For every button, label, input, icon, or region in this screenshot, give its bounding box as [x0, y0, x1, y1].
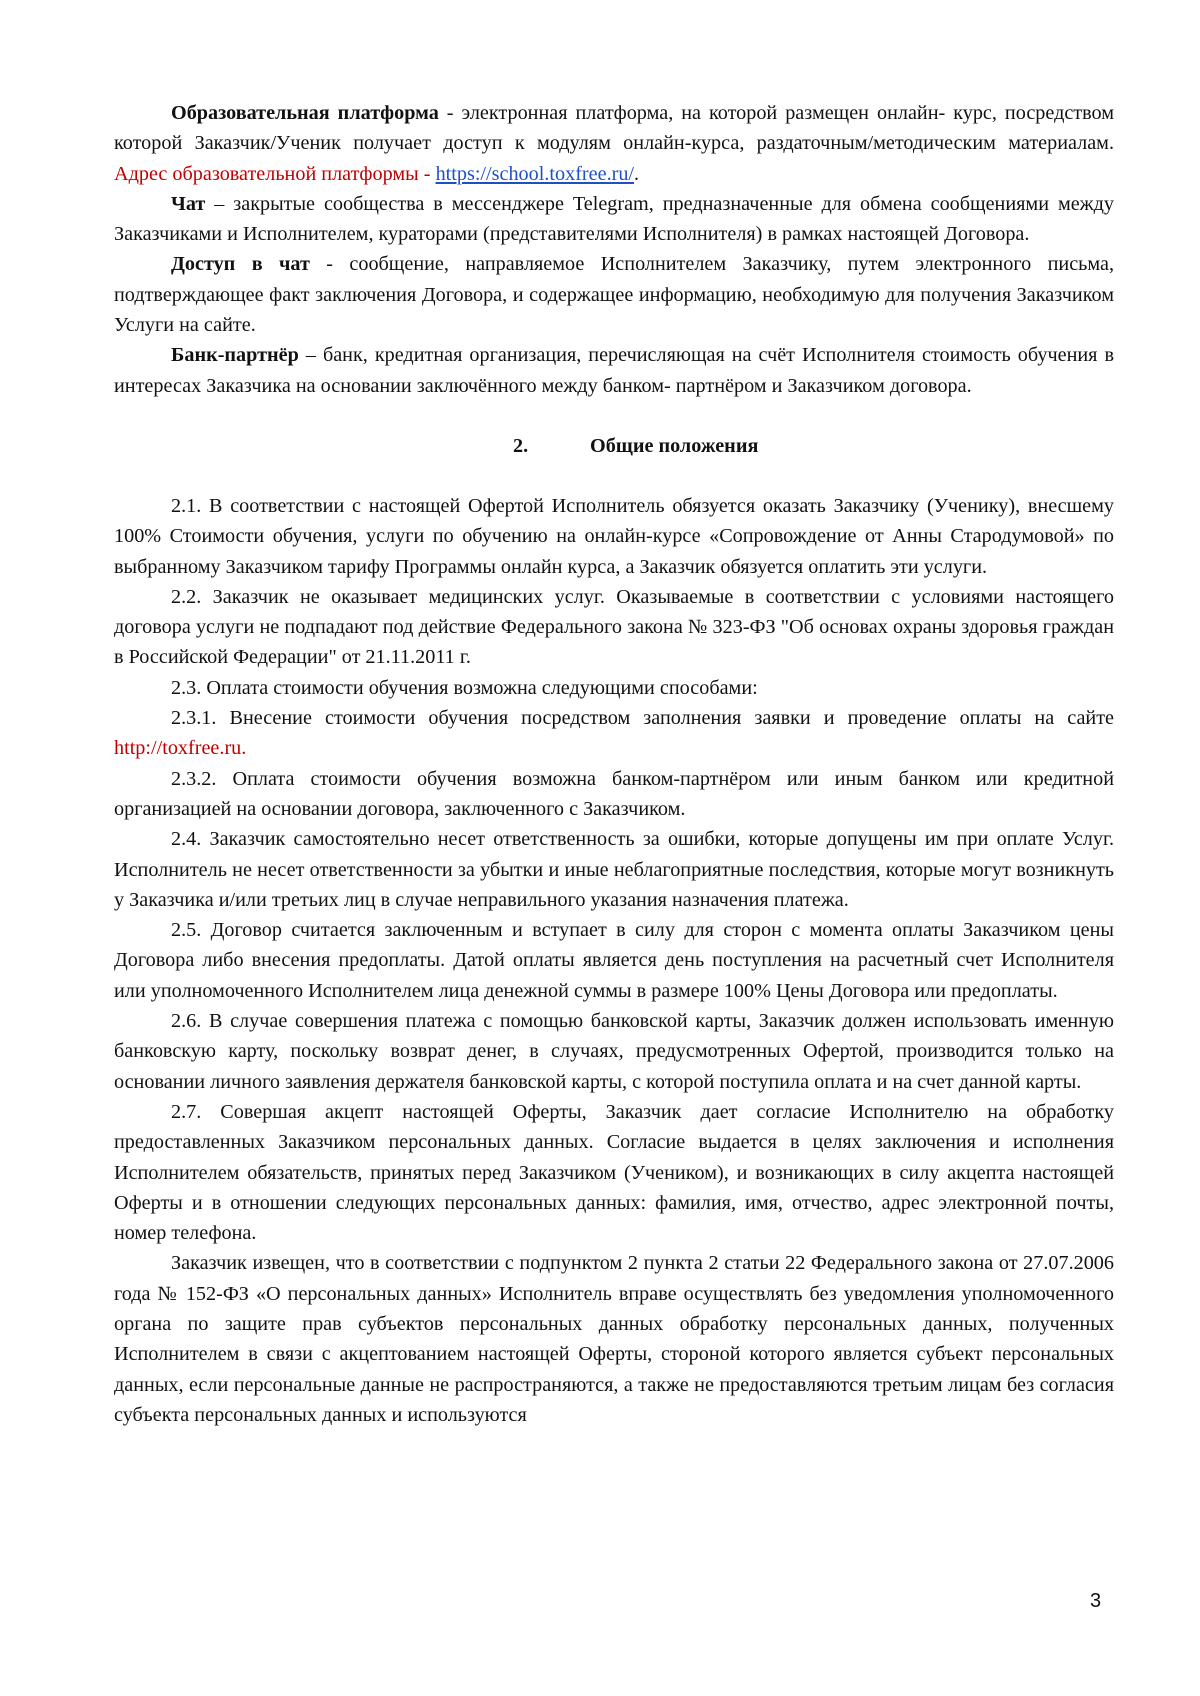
- document-page: [114, 98, 1114, 1430]
- definition-term: Банк-партнёр: [171, 344, 299, 367]
- definition-chat: [114, 189, 1114, 250]
- definition-text: электронная платформа, на которой размещен онлайн- курс, посредством которой Заказчик/Ученик получает доступ к модулям онлайн-курса, раздаточным/методическим материалам.: [114, 102, 1114, 155]
- site-link[interactable]: http://toxfree.ru.: [114, 737, 247, 760]
- definition-separator: –: [298, 344, 323, 367]
- clause-2-3: 2.3. Оплата стоимости обучения возможна следующими способами:: [171, 676, 758, 699]
- section-title: Общие положения: [590, 434, 759, 457]
- platform-address-link[interactable]: https://school.toxfree.ru/: [435, 162, 635, 185]
- definition-separator: -: [438, 102, 462, 124]
- definition-educational-platform: [114, 98, 1114, 189]
- definition-separator: –: [205, 192, 234, 215]
- section-heading: [114, 431, 1114, 461]
- definition-text: сообщение, направляемое Исполнителем Заказчику, путем электронного письма, подтверждающее факт заключения Договора, и содержащее информацию, необходимую для получения Заказчиком Услуги на сайте.: [114, 253, 1114, 337]
- definition-tail: .: [634, 162, 640, 185]
- platform-address-label: Адрес образовательной платформы -: [114, 162, 436, 185]
- section-number: 2.: [513, 434, 529, 457]
- clause-2-7: 2.7. Совершая акцепт настоящей Оферты, Заказчик дает согласие Исполнителю на обработку предоставленных Заказчиком персональных данных. Согласие выдается в целях заключения и исполнения Исполнителем обязательств, принятых перед Заказчиком (Учеником), и возникающих в силу акцепта настоящей Оферты и в отношении следующих персональных данных: фамилия, имя, отчество, адрес электронной почты, номер телефона.: [114, 1100, 1114, 1245]
- definition-term: Образовательная платформа: [171, 102, 439, 124]
- definition-term: Доступ в чат: [171, 253, 310, 276]
- clause-2-3-2: 2.3.2. Оплата стоимости обучения возможна банком-партнёром или иным банком или кредитной организацией на основании договора, заключенного с Заказчиком.: [114, 767, 1114, 820]
- clause-2-5: 2.5. Договор считается заключенным и вступает в силу для сторон с момента оплаты Заказчиком цены Договора либо внесения предоплаты. Датой оплаты является день поступления на расчетный счет Исполнителя или уполномоченного Исполнителем лица денежной суммы в размере 100% Цены Договора или предоплаты.: [114, 919, 1114, 1002]
- page-number: 3: [1090, 1590, 1102, 1612]
- clause-2-4: 2.4. Заказчик самостоятельно несет ответственность за ошибки, которые допущены им при оплате Услуг. Исполнитель не несет ответственности за убытки и иные неблагоприятные последствия, которые могут возникнуть у Заказчика и/или третьих лиц в случае неправильного указания назначения платежа.: [114, 828, 1114, 911]
- definition-term: Чат: [171, 192, 206, 215]
- clause-2-6: 2.6. В случае совершения платежа с помощью банковской карты, Заказчик должен использовать именную банковскую карту, поскольку возврат денег, в случаях, предусмотренных Офертой, производится только на основании личного заявления держателя банковской карты, с которой поступила оплата и на счет данной карты.: [114, 1010, 1114, 1093]
- definition-separator: -: [309, 253, 350, 276]
- definition-text: закрытые сообщества в мессенджере Telegram, предназначенные для обмена сообщениями между Заказчиками и Исполнителем, кураторами (представителями Исполнителя) в рамках настоящей Договора.: [114, 192, 1114, 246]
- clause-2-3-1: [114, 703, 1114, 764]
- clause-2-2: 2.2. Заказчик не оказывает медицинских услуг. Оказываемые в соответствии с условиями настоящего договора услуги не подпадают под действие Федерального закона № 323-ФЗ "Об основах охраны здоровья граждан в Российской Федерации" от 21.11.2011 г.: [114, 585, 1114, 669]
- definition-chat-access: [114, 249, 1114, 340]
- definition-text: банк, кредитная организация, перечисляющая на счёт Исполнителя стоимость обучения в интересах Заказчика на основании заключённого между банком- партнёром и Заказчиком договора.: [114, 344, 1114, 397]
- clause-2-7-notice: Заказчик извещен, что в соответствии с подпунктом 2 пункта 2 статьи 22 Федерального закона от 27.07.2006 года № 152-ФЗ «О персональных данных» Исполнитель вправе осуществлять без уведомления уполномоченного органа по защите прав субъектов персональных данных обработку персональных данных, полученных Исполнителем в связи с акцептованием настоящей Оферты, стороной которого является субъект персональных данных, если персональные данные не распространяются, а также не предоставляются третьим лицам без согласия субъекта персональных данных и используются: [114, 1252, 1114, 1426]
- clause-2-1: 2.1. В соответствии с настоящей Офертой Исполнитель обязуется оказать Заказчику (Ученику), внесшему 100% Стоимости обучения, услуги по обучению на онлайн-курсе «Сопровождение от Анны Стародумовой» по выбранному Заказчиком тарифу Программы онлайн курса, а Заказчик обязуется оплатить эти услуги.: [114, 494, 1114, 578]
- definition-partner-bank: [114, 340, 1114, 401]
- clause-text: 2.3.1. Внесение стоимости обучения посредством заполнения заявки и проведение оплаты на сайте: [171, 707, 1114, 730]
